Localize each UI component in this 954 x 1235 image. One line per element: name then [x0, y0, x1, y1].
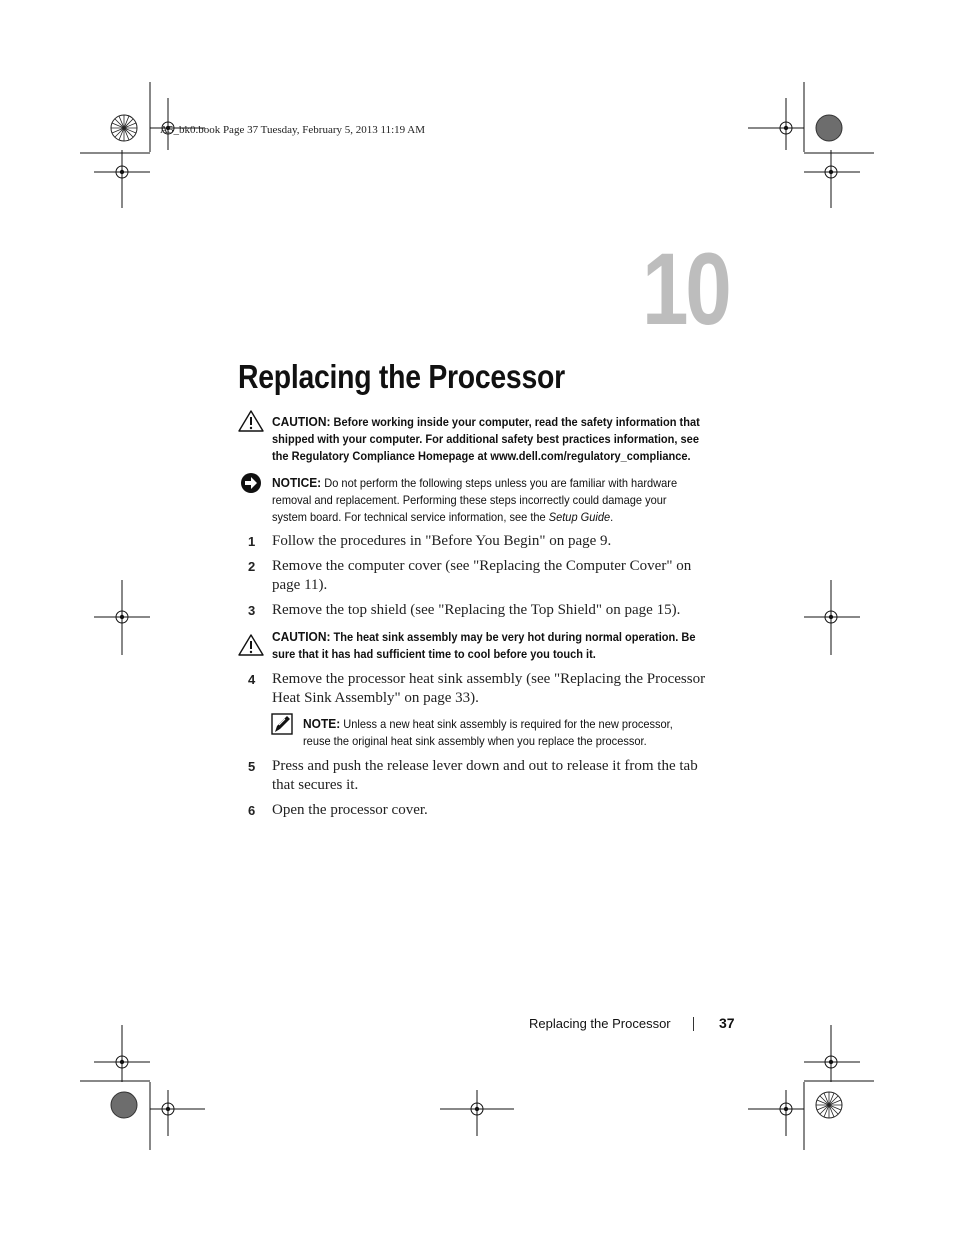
step-number: 2 [248, 559, 256, 574]
caution-triangle-icon [238, 410, 264, 432]
caution-label: CAUTION: [272, 414, 331, 429]
step-text: Remove the processor heat sink assembly (see "Replacing the Processor [272, 671, 706, 687]
step-text: that secures it. [272, 777, 359, 793]
caution-block-1 [272, 413, 742, 465]
step-number: 6 [248, 803, 256, 818]
step-text-wrap [272, 757, 732, 795]
step-text-wrap [272, 670, 732, 708]
page-title: Replacing the Processor [238, 358, 565, 395]
list-item [248, 601, 738, 621]
footer-section-title: Replacing the Processor [529, 1016, 671, 1031]
step-text: Heat Sink Assembly" on page 33). [272, 690, 479, 706]
step-text-wrap [272, 557, 732, 595]
note-label: NOTE: [303, 716, 341, 731]
notice-text-period: . [610, 510, 614, 524]
step-number: 1 [248, 534, 256, 549]
notice-block [272, 474, 742, 526]
footer-divider [693, 1017, 694, 1031]
notice-text-line: removal and replacement. Performing these steps incorrectly could damage your [272, 493, 667, 507]
notice-label: NOTICE: [272, 475, 322, 490]
notice-text-line: Do not perform the following steps unless you are familiar with hardware [324, 476, 678, 490]
chapter-number: 10 [642, 232, 729, 346]
caution-label: CAUTION: [272, 629, 331, 644]
caution-block-2 [272, 628, 742, 663]
notice-arrow-icon [240, 472, 262, 494]
caution-text-line: sure that it has had sufficient time to cool before you touch it. [272, 647, 596, 661]
list-item [248, 801, 738, 821]
setup-guide-reference: Setup Guide [548, 510, 611, 524]
note-pencil-icon [271, 713, 293, 735]
caution-text-line: the Regulatory Compliance Homepage at www.dell.com/regulatory_compliance. [272, 449, 691, 463]
step-text: Press and push the release lever down and out to release it from the tab [272, 758, 698, 774]
caution-text-line: Before working inside your computer, read the safety information that [333, 415, 700, 429]
step-number: 5 [248, 759, 256, 774]
list-item [248, 757, 738, 797]
list-item [248, 670, 738, 710]
step-text: Open the processor cover. [272, 802, 428, 818]
caution-triangle-icon [238, 634, 264, 656]
print-slug-line: A5_bk0.book Page 37 Tuesday, February 5, 2013 11:19 AM [160, 124, 426, 136]
step-text: page 11). [272, 577, 328, 593]
list-item [248, 532, 738, 552]
list-item [248, 557, 738, 597]
note-text-line: reuse the original heat sink assembly when you replace the processor. [303, 734, 647, 748]
notice-text-line: system board. For technical service information, see the [272, 510, 549, 524]
note-text-line: Unless a new heat sink assembly is required for the new processor, [343, 717, 673, 731]
step-text: Follow the procedures in "Before You Begin" on page 9. [272, 533, 612, 549]
step-number: 3 [248, 603, 256, 618]
step-text: Remove the top shield (see "Replacing the Top Shield" on page 15). [272, 602, 681, 618]
caution-text-line: shipped with your computer. For additional safety best practices information, see [272, 432, 699, 446]
page-number: 37 [719, 1015, 735, 1031]
step-number: 4 [248, 672, 256, 687]
step-text: Remove the computer cover (see "Replacing the Computer Cover" on [272, 558, 692, 574]
caution-text-line: The heat sink assembly may be very hot during normal operation. Be [333, 630, 696, 644]
note-block [303, 715, 743, 750]
